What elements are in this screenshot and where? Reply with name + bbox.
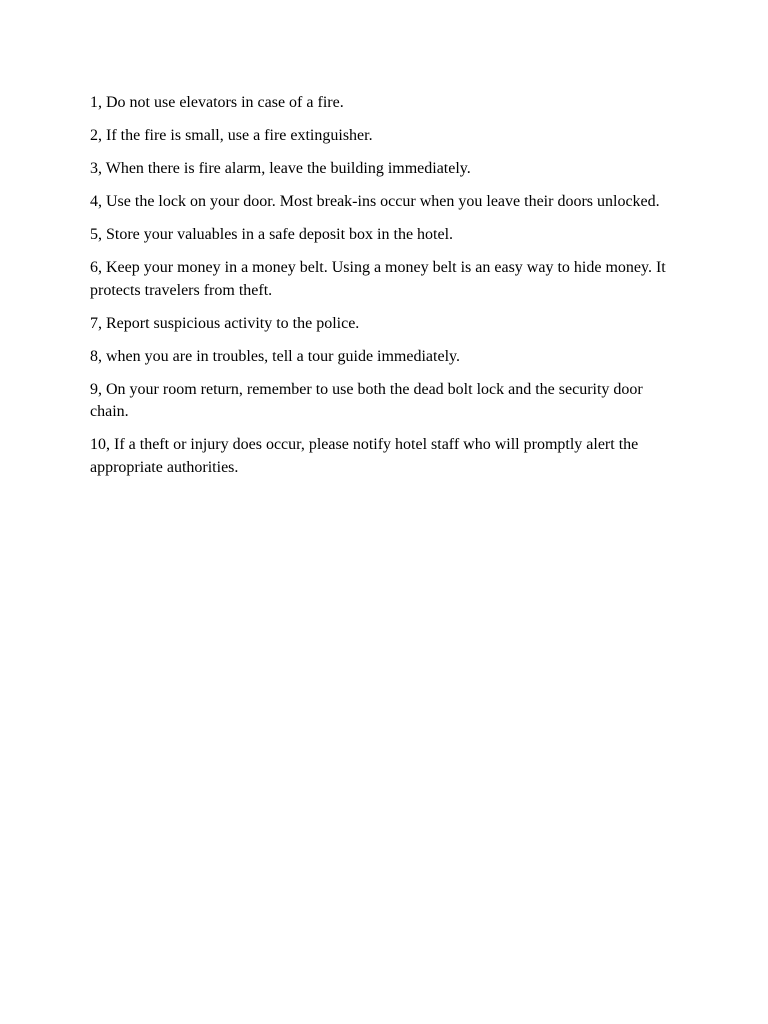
safety-tip-6: 6, Keep your money in a money belt. Using a money belt is an easy way to hide money. It protects travelers from theft. <box>90 259 666 299</box>
safety-tip-3: 3, When there is fire alarm, leave the building immediately. <box>90 160 471 177</box>
safety-tip-4: 4, Use the lock on your door. Most break-ins occur when you leave their doors unlocked. <box>90 193 660 210</box>
safety-tip-5: 5, Store your valuables in a safe deposit box in the hotel. <box>90 226 454 243</box>
safety-tip-8: 8, when you are in troubles, tell a tour guide immediately. <box>90 347 460 365</box>
document-body <box>90 92 680 490</box>
safety-tip-7: 7, Report suspicious activity to the police. <box>90 314 360 332</box>
safety-tip-2: 2, If the fire is small, use a fire extinguisher. <box>90 127 373 144</box>
safety-tip-9: 9, On your room return, remember to use both the dead bolt lock and the security door chain. <box>90 380 643 420</box>
safety-tip-1: 1, Do not use elevators in case of a fire. <box>90 94 344 111</box>
safety-tip-10: 10, If a theft or injury does occur, please notify hotel staff who will promptly alert the appropriate authorities. <box>90 436 639 476</box>
